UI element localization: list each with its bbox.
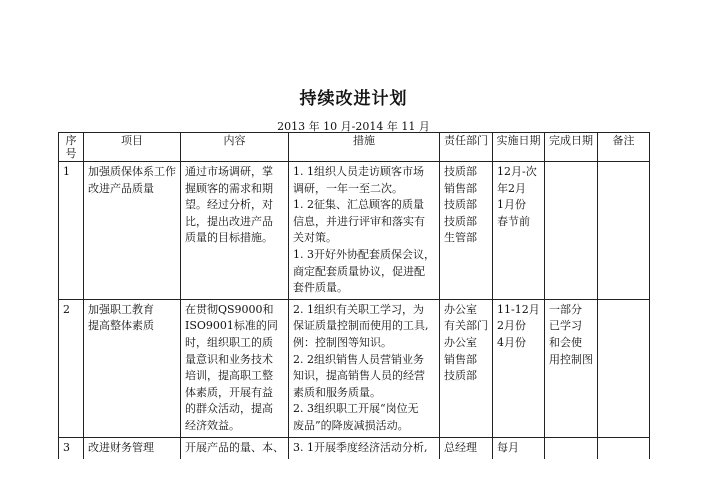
cell-line: 生管部 [444,231,477,245]
cell-dept [440,162,493,300]
cell-line: 销售部 [444,181,477,195]
cell-line: 用控制图 [549,352,593,366]
header-measures: 措施 [289,133,440,162]
header-dept: 责任部门 [440,133,493,162]
cell-line: 2. 2组织销售人员营销业务 [293,352,424,366]
cell-dept [440,299,493,437]
header-done-date: 完成日期 [545,133,598,162]
cell-line: 握顾客的需求和期 [185,181,273,195]
cell-line: 技质部 [444,369,477,383]
cell-line: 经济效益。 [185,418,240,432]
cell-done-date [545,299,598,437]
improvement-plan-table [58,132,650,459]
cell-no: 2 [59,299,84,437]
table-row [59,437,650,459]
cell-line: 改进财务管理 [88,440,154,454]
cell-line: 例：控制图等知识。 [293,335,392,349]
table-header-row [59,133,650,162]
cell-line: 技质部 [444,165,477,178]
cell-content [181,299,289,437]
cell-note [598,162,650,300]
cell-line: 信息，并进行评审和落实有 [293,214,425,228]
cell-line: 的群众活动，提高 [185,402,273,416]
header-note: 备注 [598,133,650,162]
cell-line: 开展产品的量、本、 [185,440,284,454]
cell-line: 知识，提高销售人员的经营 [293,369,425,383]
cell-dept [440,437,493,459]
cell-no: 1 [59,162,84,300]
cell-no: 3 [59,437,84,459]
cell-line: 每月 [497,440,519,454]
cell-line: ISO9001标准的同 [185,319,278,333]
cell-line: 通过市场调研，掌 [185,165,273,178]
cell-line: 办公室 [444,335,477,349]
cell-done-date [545,162,598,300]
document-period: 2013 年 10 月-2014 年 11 月 [277,120,430,133]
cell-line: 2月份 [497,319,526,333]
cell-start-date [493,299,545,437]
cell-line: 加强质保体系工作 [88,165,176,178]
cell-line: 套件质量。 [293,281,348,295]
cell-line: 关对策。 [293,231,337,245]
cell-line: 1. 1组织人员走访顾客市场 [293,165,424,178]
cell-item [84,437,181,459]
cell-line: 2. 1组织有关职工学习，为 [293,302,424,316]
cell-line: 1. 3开好外协配套质保会议， [293,247,435,261]
cell-item [84,162,181,300]
cell-line: 技质部 [444,198,477,212]
table-row [59,299,650,437]
cell-line: 改进产品质量 [88,181,154,195]
cell-line: 2. 3组织职工开展“岗位无 [293,402,419,416]
header-no: 序号 [59,133,84,162]
cell-line: 素质和服务质量。 [293,385,381,399]
cell-line: 1. 2征集、汇总顾客的质量 [293,198,424,212]
cell-content [181,437,289,459]
cell-line: 望。经过分析，对 [185,198,273,212]
cell-line: 12月-次 [497,165,537,178]
cell-line: 3. 1开展季度经济活动分析, [293,440,428,454]
table-row [59,162,650,300]
cell-content [181,162,289,300]
cell-line: 和会使 [549,335,582,349]
cell-line: 技质部 [444,214,477,228]
cell-item [84,299,181,437]
cell-start-date [493,162,545,300]
cell-line: 时，组织职工的质 [185,335,273,349]
cell-measures [289,162,440,300]
cell-line: 提高整体素质 [88,319,154,333]
cell-line: 年2月 [497,181,526,195]
cell-line: 春节前 [497,214,530,228]
header-item: 项目 [84,133,181,162]
cell-note [598,437,650,459]
header-content: 内容 [181,133,289,162]
cell-line: 4月份 [497,335,526,349]
cell-line: 商定配套质量协议，促进配 [293,264,425,278]
cell-line: 11-12月 [497,302,540,316]
cell-line: 保证质量控制而使用的工具, [293,319,429,333]
cell-line: 质量的目标措施。 [185,231,273,245]
cell-line: 培训，提高职工整 [185,369,273,383]
document-title: 持续改进计划 [299,89,408,109]
cell-line: 办公室 [444,302,477,316]
cell-line: 销售部 [444,352,477,366]
cell-start-date [493,437,545,459]
cell-line: 加强职工教育 [88,302,154,316]
cell-line: 1月份 [497,198,526,212]
cell-line: 一部分 [549,302,582,316]
cell-line: 在贯彻QS9000和 [185,302,274,316]
cell-line: 体素质，开展有益 [185,385,273,399]
cell-done-date [545,437,598,459]
header-start-date: 实施日期 [493,133,545,162]
cell-line: 总经理 [444,440,477,454]
cell-line: 废品”的降废减损活动。 [293,418,409,432]
cell-line: 有关部门 [444,319,488,333]
cell-line: 比，提出改进产品 [185,214,273,228]
cell-measures [289,437,440,459]
cell-line: 已学习 [549,319,582,333]
cell-line: 量意识和业务技术 [185,352,273,366]
cell-note [598,299,650,437]
cell-line: 调研，一年一至二次。 [293,181,403,195]
cell-measures [289,299,440,437]
